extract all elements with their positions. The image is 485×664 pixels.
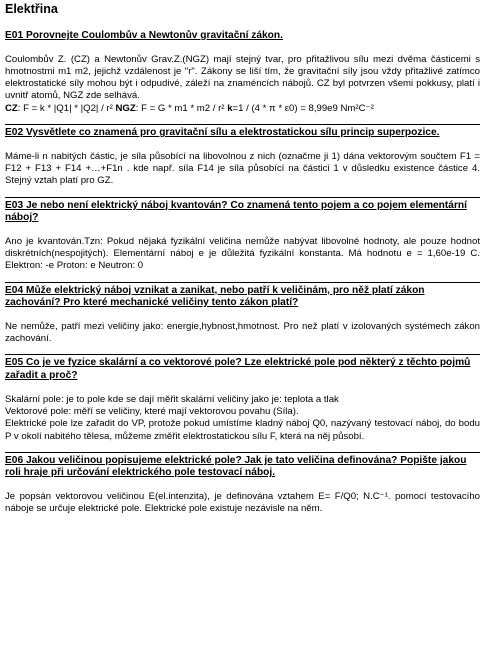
formula-cz-label: CZ — [5, 102, 18, 114]
question-e01: E01 Porovnejte Coulombův a Newtonův gravitační zákon. — [5, 30, 283, 41]
answer-e05-line-1: Skalární pole: je to pole kde se dají měřit skalární veličiny jako je: teplota a tlak — [5, 393, 339, 405]
section-divider — [5, 452, 480, 453]
section-divider — [5, 282, 480, 283]
answer-e04-text: Ne nemůže, patří mezi veličiny jako: energie,hybnost,hmotnost. Pro než platí v izolovaných systémech zákon zachování. — [5, 320, 480, 345]
answer-e05-line-2: Vektorové pole: měří se veličiny, které mají vektorovou povahu (Síla). — [5, 405, 299, 417]
section-e05 — [5, 357, 480, 451]
answer-e06 — [5, 491, 480, 516]
answer-e02 — [5, 151, 480, 188]
section-e01 — [5, 30, 480, 124]
question-e04: E04 Může elektrický náboj vznikat a zanikat, nebo patří k veličinám, pro něž platí zákon zachování? Pro které mechanické veličiny tento zákon platí? — [5, 284, 425, 309]
section-divider — [5, 124, 480, 125]
answer-e05 — [5, 394, 480, 443]
answer-e04 — [5, 321, 480, 346]
answer-e05-line-3: Elektrické pole lze zařadit do VP, protože pokud umístíme kladný náboj Q0, nazývaný testovací náboj, do bodu P v okolí nabitého tělesa, můžeme změřit elektrostatickou sílu F, která na něj působí. — [5, 418, 480, 442]
answer-e02-text: Máme-li n nabitých částic, je síla působící na libovolnou z nich (označme ji 1) dána vektorovým součtem F1 = F12 + F13 + F14 +…+F1n . kde např. síla F14 je síla působící na částici 1 v důsledku existence částice 4. Stejný vztah platí pro GZ. — [5, 150, 480, 187]
answer-e01 — [5, 54, 480, 115]
answer-e01-text: Coulombův Z. (CZ) a Newtonův Grav.Z.(NGZ) mají stejný tvar, pro přitažlivou sílu mezi dvěma částicemi s hmotnostmi m1 m2, jejichž vzdálenost je "r". Zákony se liší tím, že gravitační síly jsou vždy přitažlivé zatímco elektrostatické síly mohou být i odpudivé, záleží na znaméncích nábojů. CZ byl potvrzen všemi pokkusy, platí i uvnitř atomů, NGZ zde selhává. — [5, 53, 480, 102]
question-e05: E05 Co je ve fyzice skalární a co vektorové pole? Lze elektrické pole pod některý z těchto pojmů zařadit a proč? — [5, 357, 471, 382]
formula-cz: : F = k * |Q1| * |Q2| / r² — [17, 102, 113, 114]
section-e03 — [5, 200, 480, 282]
section-divider — [5, 354, 480, 355]
section-e04 — [5, 285, 480, 355]
formula-ngz-label: NGZ — [115, 102, 136, 114]
question-e02: E02 Vysvětlete co znamená pro gravitační sílu a elektrostatickou sílu princip superpozice. — [5, 127, 440, 139]
section-e02 — [5, 127, 480, 196]
question-e06: E06 Jakou veličinou popisujeme elektrické pole? Jak je tato veličina definována? Popište jakou roli hraje při určování elektrického pole testovací náboj. — [5, 454, 467, 479]
formula-line — [5, 103, 480, 115]
formula-k: =1 / (4 * π * ε0) = 8,99e9 Nm²C⁻² — [232, 102, 374, 114]
document-title: Elektřina — [5, 2, 58, 16]
answer-e03 — [5, 236, 480, 273]
section-divider — [5, 197, 480, 198]
section-e06 — [5, 455, 480, 516]
formula-ngz: : F = G * m1 * m2 / r² — [135, 102, 225, 114]
answer-e03-text: Ano je kvantován.Tzn: Pokud nějaká fyzikální veličina nemůže nabývat libovolné hodnoty, ale pouze hodnot diskrétních(nespojitých). Elementární náboj e je důležitá fyzikální konstanta. Má hodnotu e = 1,60e-19 C. Elektron: -e Proton: e Neutron: 0 — [5, 235, 480, 272]
formula-k-label: k — [227, 102, 233, 114]
question-e03: E03 Je nebo není elektrický náboj kvantován? Co znamená tento pojem a co pojem elementární náboj? — [5, 199, 467, 224]
answer-e06-text: Je popsán vektorovou veličinou E(el.intenzita), je definována vztahem E= F/Q0; N.C⁻¹. pomocí testovacího náboje se určuje elektrické pole. Elektrické pole existuje nezávisle na něm. — [5, 490, 480, 515]
